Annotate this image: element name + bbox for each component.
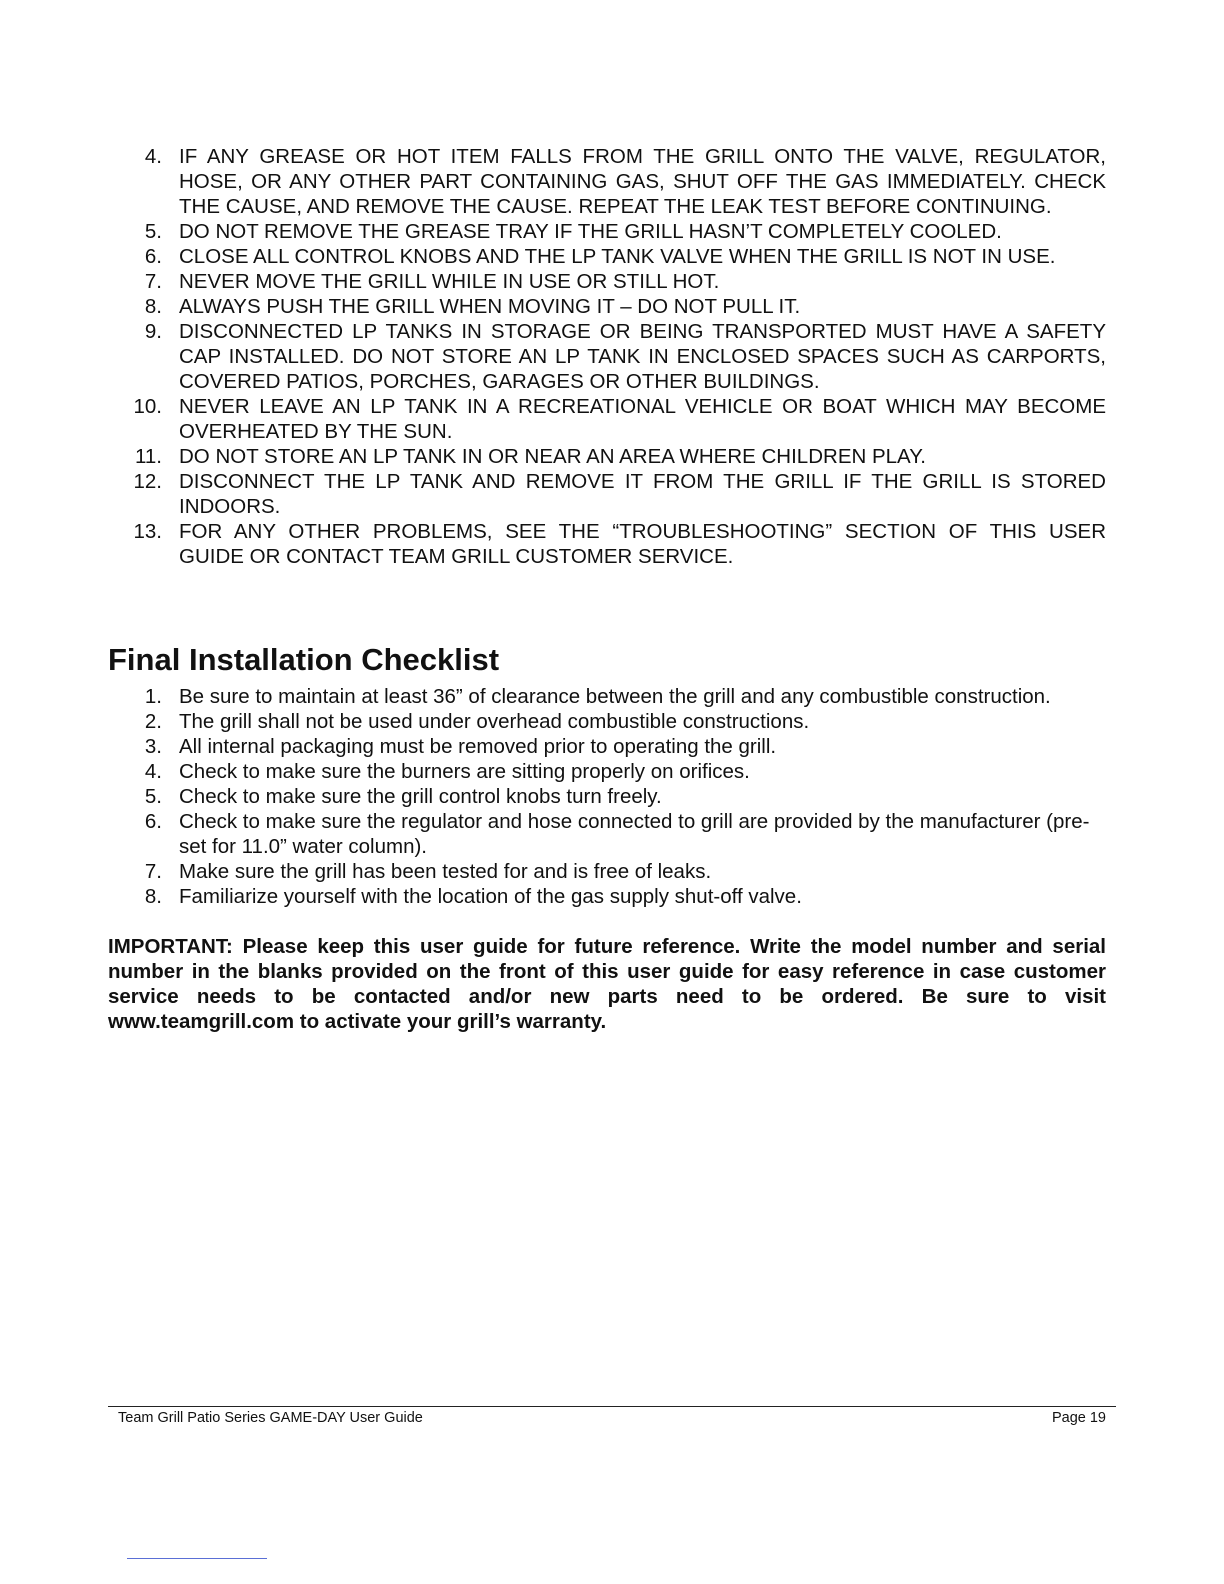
list-item-text: Check to make sure the grill control knobs turn freely. — [179, 785, 662, 808]
section-title: Final Installation Checklist — [108, 642, 500, 677]
list-item-text: NEVER MOVE THE GRILL WHILE IN USE OR STILL HOT. — [179, 270, 720, 293]
list-item-text: CLOSE ALL CONTROL KNOBS AND THE LP TANK VALVE WHEN THE GRILL IS NOT IN USE. — [179, 245, 1056, 268]
list-item-text: ALWAYS PUSH THE GRILL WHEN MOVING IT – DO NOT PULL IT. — [179, 295, 801, 318]
list-item — [108, 144, 1106, 219]
list-item-text: All internal packaging must be removed prior to operating the grill. — [179, 735, 777, 758]
list-item-text: DO NOT REMOVE THE GREASE TRAY IF THE GRILL HASN’T COMPLETELY COOLED. — [179, 220, 1002, 243]
list-item — [108, 394, 1106, 444]
list-item — [108, 684, 1106, 709]
list-item-number: 5. — [144, 220, 162, 243]
list-item-number: 3. — [144, 735, 162, 758]
list-item-text: DO NOT STORE AN LP TANK IN OR NEAR AN AREA WHERE CHILDREN PLAY. — [179, 445, 926, 468]
list-item-number: 8. — [144, 295, 162, 318]
footer-title: Team Grill Patio Series GAME-DAY User Guide — [118, 1410, 423, 1426]
page-number: Page 19 — [1051, 1410, 1106, 1426]
list-item-number: 4. — [144, 145, 162, 168]
list-item — [108, 759, 1106, 784]
list-item-number: 10. — [133, 395, 162, 418]
list-item — [108, 884, 1106, 909]
list-item — [108, 219, 1106, 244]
list-item-text: Check to make sure the burners are sitting properly on orifices. — [179, 760, 750, 783]
list-item-number: 2. — [144, 710, 162, 733]
list-item-text: Make sure the grill has been tested for and is free of leaks. — [179, 860, 712, 883]
list-item — [108, 294, 1106, 319]
stray-scan-line — [127, 1558, 267, 1559]
list-item-number: 6. — [144, 810, 162, 833]
list-item-text: Be sure to maintain at least 36” of clearance between the grill and any combustible construction. — [179, 685, 1051, 708]
list-item-text: IF ANY GREASE OR HOT ITEM FALLS FROM THE GRILL ONTO THE VALVE, REGULATOR, HOSE, OR ANY OTHER PART CONTAINING GAS, SHUT OFF THE GAS IMMEDIATELY. CHECK THE CAUSE, AND REMOVE THE CAUSE. REPEAT THE LEAK TEST BEFORE CONTINUING. — [179, 145, 1106, 218]
safety-list — [108, 144, 1106, 569]
list-item — [108, 784, 1106, 809]
list-item — [108, 244, 1106, 269]
list-item-text: The grill shall not be used under overhead combustible constructions. — [179, 710, 810, 733]
list-item — [108, 444, 1106, 469]
list-item-number: 5. — [144, 785, 162, 808]
list-item-number: 9. — [144, 320, 162, 343]
list-item-text: Familiarize yourself with the location of the gas supply shut-off valve. — [179, 885, 802, 908]
list-item-number: 4. — [144, 760, 162, 783]
list-item — [108, 859, 1106, 884]
list-item-number: 12. — [133, 470, 162, 493]
important-note: IMPORTANT: Please keep this user guide for future reference. Write the model number and serial number in the blanks provided on the front of this user guide for easy reference in case customer service needs to be contacted and/or new parts need to be ordered. Be sure to visit www.teamgrill.com to activate your grill’s warranty. — [108, 935, 1106, 1033]
list-item — [108, 519, 1106, 569]
list-item — [108, 709, 1106, 734]
installation-checklist — [108, 684, 1106, 909]
list-item-number: 6. — [144, 245, 162, 268]
list-item-number: 7. — [144, 860, 162, 883]
list-item-number: 13. — [133, 520, 162, 543]
list-item-text: DISCONNECTED LP TANKS IN STORAGE OR BEING TRANSPORTED MUST HAVE A SAFETY CAP INSTALLED. DO NOT STORE AN LP TANK IN ENCLOSED SPACES SUCH AS CARPORTS, COVERED PATIOS, PORCHES, GARAGES OR OTHER BUILDINGS. — [179, 320, 1106, 393]
list-item-text: DISCONNECT THE LP TANK AND REMOVE IT FROM THE GRILL IF THE GRILL IS STORED INDOORS. — [179, 470, 1106, 518]
list-item — [108, 809, 1106, 859]
list-item — [108, 319, 1106, 394]
list-item-number: 1. — [144, 685, 162, 708]
list-item — [108, 734, 1106, 759]
list-item — [108, 269, 1106, 294]
footer-divider — [108, 1406, 1116, 1407]
list-item-text: NEVER LEAVE AN LP TANK IN A RECREATIONAL VEHICLE OR BOAT WHICH MAY BECOME OVERHEATED BY THE SUN. — [179, 395, 1106, 443]
list-item-text: FOR ANY OTHER PROBLEMS, SEE THE “TROUBLESHOOTING” SECTION OF THIS USER GUIDE OR CONTACT TEAM GRILL CUSTOMER SERVICE. — [179, 520, 1106, 568]
list-item-text: Check to make sure the regulator and hose connected to grill are provided by the manufacturer (pre-set for 11.0” water column). — [179, 810, 1090, 858]
list-item-number: 11. — [135, 445, 162, 468]
list-item-number: 8. — [144, 885, 162, 908]
list-item-number: 7. — [144, 270, 162, 293]
list-item — [108, 469, 1106, 519]
